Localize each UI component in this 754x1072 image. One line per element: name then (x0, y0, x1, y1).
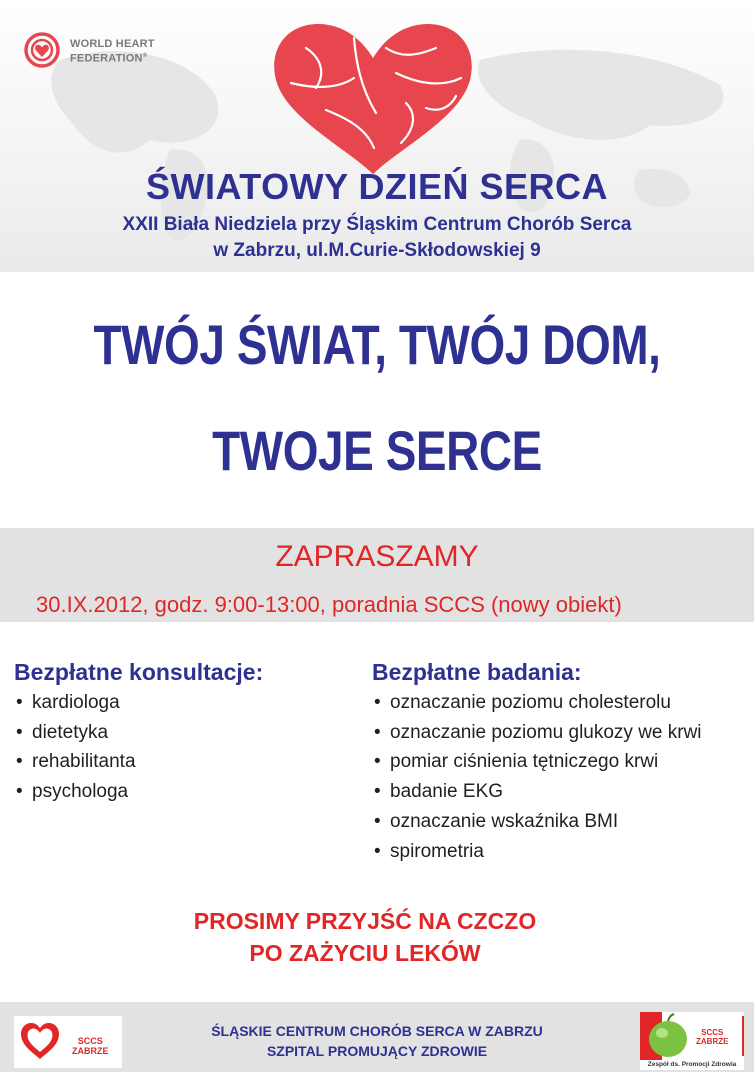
footer (0, 1002, 754, 1072)
list-item-label: badanie EKG (390, 781, 504, 803)
world-heart-federation-icon (24, 32, 60, 68)
list-item (372, 747, 702, 777)
page-title: ŚWIATOWY DZIEŃ SERCA (145, 166, 609, 207)
invitation-title: ZAPRASZAMY (275, 540, 479, 573)
list-item (14, 747, 263, 777)
list-item-label: rehabilitanta (32, 751, 136, 773)
tests-heading: Bezpłatne badania: (372, 659, 582, 685)
invitation-details: 30.IX.2012, godz. 9:00-13:00, poradnia SCCS (nowy obiekt) (36, 592, 622, 617)
list-item (14, 718, 263, 748)
list-item-label: kardiologa (32, 692, 120, 713)
sccs-logo-line-2: ZABRZE (72, 1046, 109, 1056)
world-heart-federation-name (70, 38, 155, 65)
bullet: • (374, 692, 381, 713)
bullet: • (16, 781, 23, 803)
zpz-logo-line-2: ZABRZE (696, 1037, 729, 1046)
list-item (372, 807, 702, 837)
fasting-notice-line-2: PO ZAŻYCIU LEKÓW (249, 940, 481, 966)
heart-world-map-icon (266, 18, 480, 178)
slogan-line-1: TWÓJ ŚWIAT, TWÓJ DOM, (93, 313, 661, 376)
footer-tagline: SZPITAL PROMUJĄCY ZDROWIE (266, 1043, 488, 1059)
world-heart-federation-logo (24, 32, 184, 68)
list-item (372, 718, 702, 748)
zpz-logo-line-1: SCCS (701, 1028, 724, 1037)
consultations-heading: Bezpłatne konsultacje: (14, 659, 264, 685)
logo-line-1: WORLD HEART (70, 38, 155, 50)
health-promotion-logo-text (696, 1028, 728, 1046)
sccs-logo-line-1: SCCS (77, 1036, 103, 1046)
bullet: • (374, 810, 381, 832)
header-banner (0, 0, 754, 272)
consultations-section (14, 658, 263, 807)
bullet: • (374, 721, 381, 743)
tests-list (372, 688, 702, 866)
list-item (372, 837, 702, 867)
list-item-label: oznaczanie wskaźnika BMI (390, 810, 619, 832)
list-item-label: oznaczanie poziomu glukozy we krwi (390, 721, 702, 743)
list-item (14, 688, 263, 718)
subtitle-event: XXII Biała Niedziela przy Śląskim Centrum Chorób Serca (122, 214, 632, 235)
logo-line-2: FEDERATION® (70, 52, 148, 65)
slogan-line-2: TWOJE SERCE (212, 419, 542, 482)
list-item (14, 777, 263, 807)
list-item-label: pomiar ciśnienia tętniczego krwi (390, 751, 659, 773)
list-item-label: spirometria (390, 840, 484, 862)
footer-institution: ŚLĄSKIE CENTRUM CHORÓB SERCA W ZABRZU (211, 1023, 543, 1039)
list-item (372, 688, 702, 718)
health-promotion-logo (640, 1012, 744, 1070)
fasting-notice-line-1: PROSIMY PRZYJŚĆ NA CZCZO (193, 908, 537, 934)
invitation-band (0, 528, 754, 622)
list-item (372, 777, 702, 807)
list-item-label: psychologa (32, 781, 129, 803)
list-item-label: oznaczanie poziomu cholesterolu (390, 692, 671, 713)
bullet: • (374, 840, 381, 862)
consultations-list (14, 688, 263, 807)
health-promotion-caption: Zespół ds. Promocji Zdrowia (647, 1061, 737, 1068)
bullet: • (374, 751, 381, 773)
list-item-label: dietetyka (32, 721, 109, 743)
bullet: • (16, 692, 23, 713)
bullet: • (16, 751, 23, 773)
subtitle-address: w Zabrzu, ul.M.Curie-Skłodowskiej 9 (213, 240, 541, 261)
bullet: • (374, 781, 381, 803)
bullet: • (16, 721, 23, 743)
tests-section (372, 658, 702, 866)
